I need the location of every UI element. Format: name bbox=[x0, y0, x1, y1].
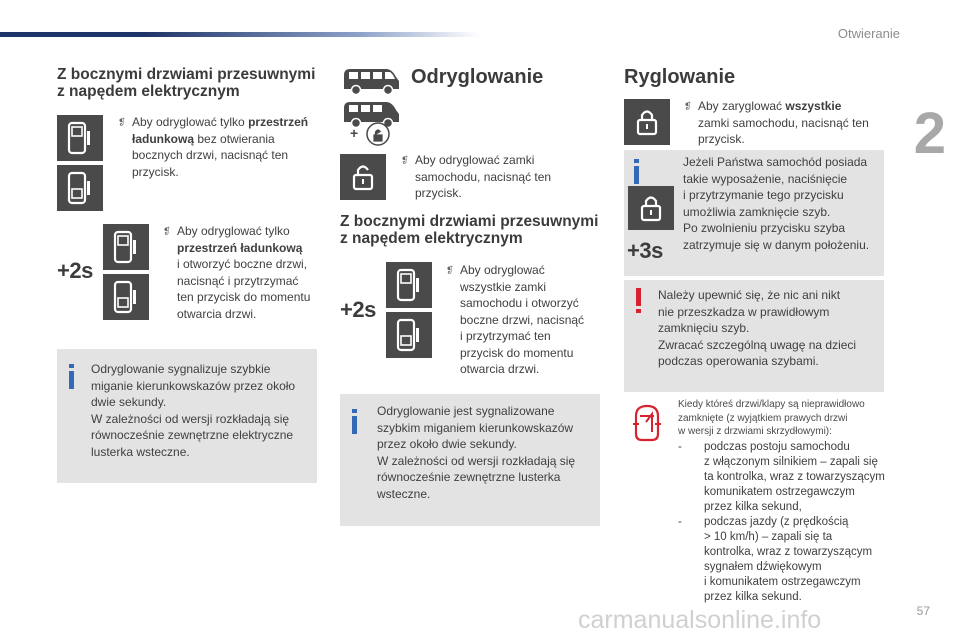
van-door-side-icon bbox=[103, 274, 149, 320]
van-door-side-icon bbox=[57, 165, 103, 211]
van-unlock-icon bbox=[340, 98, 410, 153]
right-info-box: +3s Jeżeli Państwa samochód posiada takie wyposażenie, naciśnięcie i przytrzymanie tego przycisku umożliwia zamknięcie szyb. Po zwolnieniu przycisku szyba zatrzymuje się w danym położeniu. bbox=[624, 150, 884, 276]
padlock-closed-icon bbox=[624, 99, 670, 145]
left-section-title: Z bocznymi drzwiami przesuwnymi z napędem elektrycznym bbox=[57, 66, 316, 100]
middle-info-box: Odryglowanie jest sygnalizowane szybkim miganiem kierunkowskazów przez około dwie sekundy. W zależności od wersji rozkładają się równocześnie zewnętrzne lusterka wsteczne. bbox=[340, 394, 600, 526]
left-item1-text: ❡ Aby odryglować tylko przestrzeń ładunkową bez otwierania bocznych drzwi, nacisnąć ten przycisk. bbox=[118, 115, 309, 179]
warning-icon bbox=[636, 288, 641, 306]
svg-text:+: + bbox=[350, 125, 359, 141]
bullet-icon: ❡ bbox=[118, 117, 126, 127]
right-warning-box: Należy upewnić się, że nic ani nikt nie przeszkadza w prawidłowym zamknięciu szyb. Zwracać szczególną uwagę na dzieci podczas operowania szybami. bbox=[624, 280, 884, 392]
padlock-open-icon bbox=[340, 154, 386, 200]
cargo-open-button-icon bbox=[103, 224, 149, 320]
locking-title: Ryglowanie bbox=[624, 66, 736, 88]
van-door-rear-icon bbox=[103, 224, 149, 270]
van-door-side-icon bbox=[386, 312, 432, 358]
list-item: - podczas jazdy (z prędkością > 10 km/h) – zapali się ta kontrolka, wraz z towarzyszącym sygnałem dźwiękowym i komunikatem ostrzegawczym przez kilka sekund. bbox=[678, 516, 873, 603]
middle-item1-text: ❡ Aby odryglować zamki samochodu, nacisnąć ten przycisk. bbox=[401, 153, 552, 200]
padlock-closed-icon bbox=[628, 186, 674, 230]
hold-duration-label: +2s bbox=[57, 258, 93, 283]
hold-duration-label: +2s bbox=[340, 297, 376, 322]
left-item2-text: ❡ Aby odryglować tylko przestrzeń ładunkową i otworzyć boczne drzwi, nacisnąć i przytrzymać ten przycisk do momentu otwarcia drzwi. bbox=[163, 224, 311, 321]
van-icon bbox=[340, 65, 402, 100]
cargo-unlock-button-icon bbox=[57, 115, 103, 211]
list-item: - podczas postoju samochodu z włączonym silnikiem – zapali się ta kontrolka, wraz z towarzyszącym komunikatem ostrzegawczym przez kilka sekund, bbox=[678, 441, 885, 513]
watermark: carmanualsonline.info bbox=[578, 606, 822, 634]
info-icon bbox=[634, 159, 639, 163]
info-icon bbox=[69, 364, 74, 368]
chapter-number: 2 bbox=[913, 101, 946, 166]
all-unlock-open-button-icon bbox=[386, 262, 432, 358]
bullet-icon: ❡ bbox=[401, 155, 409, 165]
van-door-rear-icon bbox=[386, 262, 432, 308]
page-number: 57 bbox=[916, 604, 930, 618]
middle-item2-text: ❡ Aby odryglować wszystkie zamki samochodu i otworzyć boczne drzwi, nacisnąć i przytrzymać ten przycisk do momentu otwarcia drzwi. bbox=[446, 263, 585, 376]
hold-duration-label: +3s bbox=[627, 238, 663, 263]
bullet-icon: ❡ bbox=[684, 101, 692, 111]
middle-subtitle: Z bocznymi drzwiami przesuwnymi z napędem elektrycznym bbox=[340, 213, 599, 247]
door-warning-note: Kiedy któreś drzwi/klapy są nieprawidłowo zamknięte (z wyjątkiem prawych drzwi w wersji z drzwiami skrzydłowymi): bbox=[678, 399, 865, 437]
section-label: Otwieranie bbox=[837, 26, 900, 41]
van-door-rear-icon bbox=[57, 115, 103, 161]
info-icon bbox=[352, 409, 357, 413]
door-open-warning-icon bbox=[630, 402, 664, 447]
left-info-box: Odryglowanie sygnalizuje szybkie miganie kierunkowskazów przez około dwie sekundy. W zależności od wersji rozkładają się równocześnie zewnętrzne elektryczne lusterka wsteczne. bbox=[57, 349, 317, 483]
door-warning-list bbox=[678, 440, 888, 605]
bullet-icon: ❡ bbox=[163, 226, 171, 236]
right-item1-text: ❡ Aby zaryglować wszystkie zamki samochodu, nacisnąć ten przycisk. bbox=[684, 99, 869, 146]
header-bar bbox=[0, 32, 480, 37]
bullet-icon: ❡ bbox=[446, 265, 454, 275]
unlocking-title: Odryglowanie bbox=[411, 66, 544, 88]
